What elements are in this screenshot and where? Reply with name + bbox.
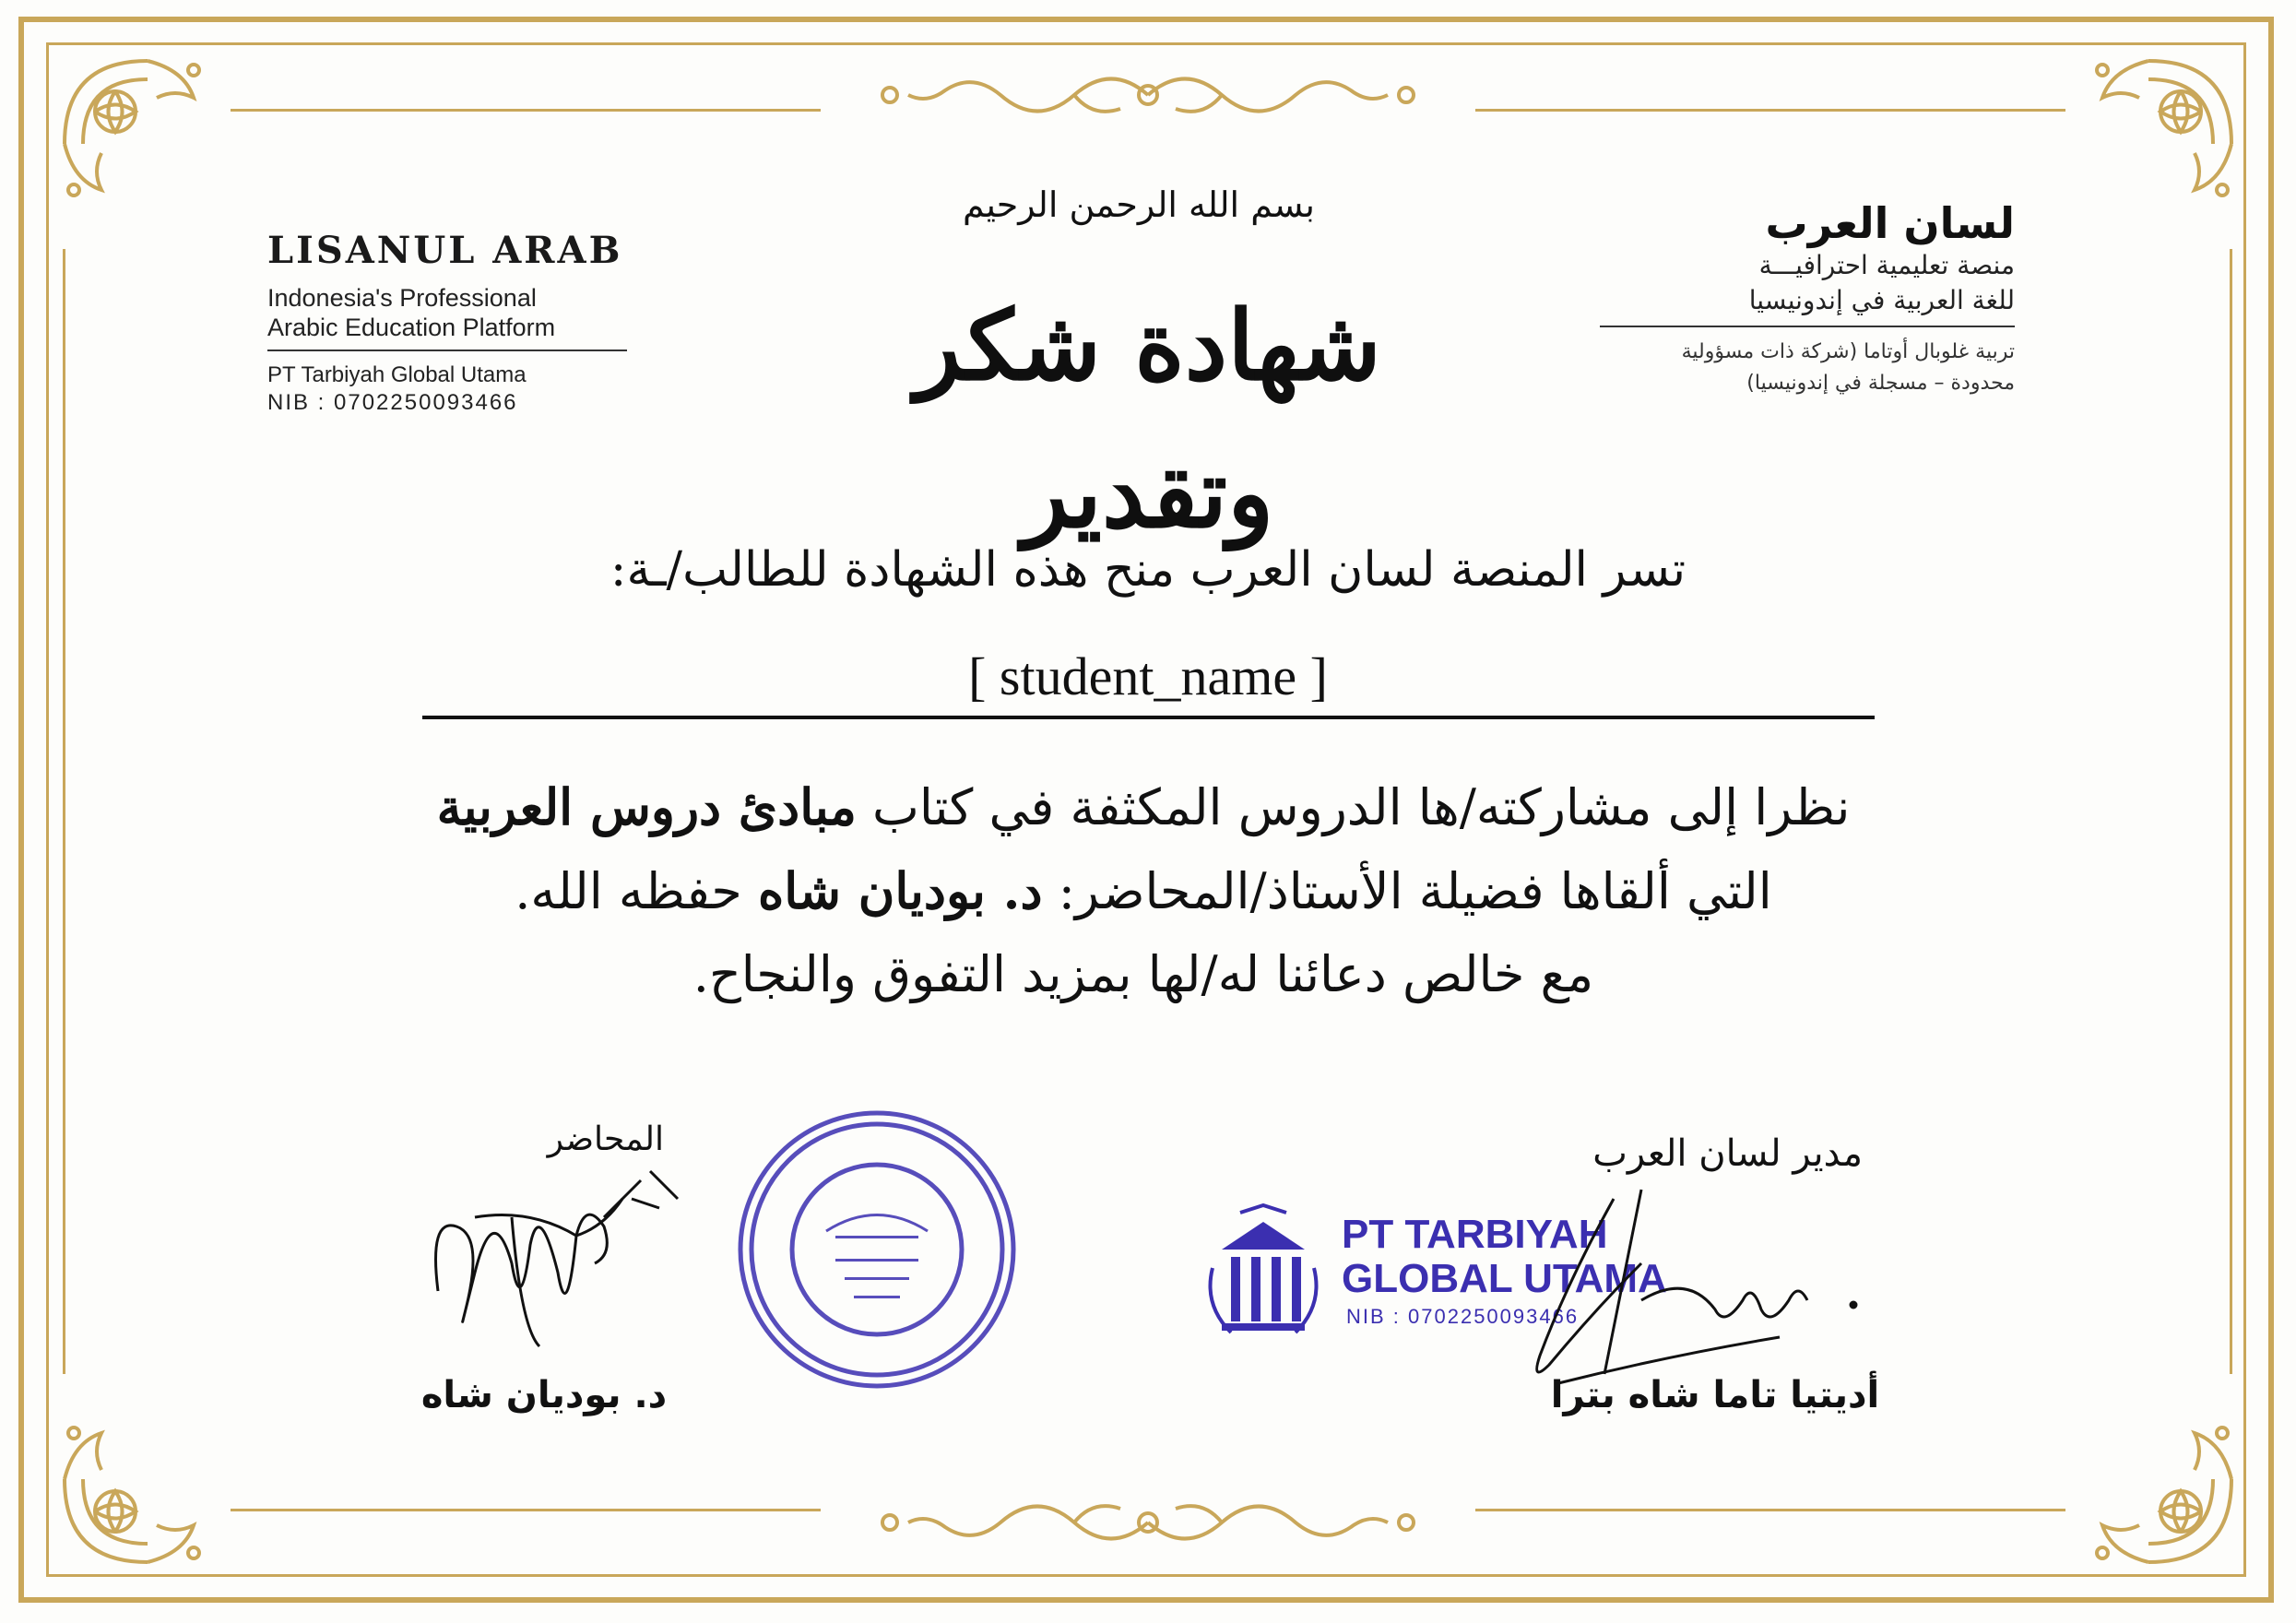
company-stamp-text: PT TARBIYAH GLOBAL UTAMA: [1342, 1212, 1667, 1301]
lecturer-name: د. بوديان شاه: [757, 861, 1043, 920]
right-signature-icon: [1485, 1171, 1872, 1392]
arabic-logo: لسان العرب: [1765, 198, 2015, 248]
right-rule: [2230, 249, 2232, 1374]
intro-text: تسر المنصة لسان العرب منح هذه الشهادة للطالب/ـة:: [610, 542, 1686, 598]
top-right-rule: [1475, 109, 2065, 112]
official-stamp-icon: [734, 1107, 1020, 1392]
flourish-ornament-icon: [853, 1481, 1443, 1564]
right-brand-block: [1600, 198, 2015, 399]
arabic-tagline-1: منصة تعليمية احترافيـــة: [1758, 250, 2015, 280]
certificate-body: [350, 765, 1936, 1016]
top-left-rule: [231, 109, 821, 112]
student-name: [ student_name ]: [968, 646, 1328, 706]
basmala: بسم الله الرحمن الرحيم: [963, 184, 1315, 225]
arabic-tagline-2: للغة العربية في إندونيسيا: [1748, 285, 2015, 315]
book-title: مبادئ دروس العربية: [436, 777, 857, 836]
arabic-company-1: تربية غلوبال أوتاما (شركة ذات مسؤولية: [1681, 340, 2015, 363]
body-line-1: نظرا إلى مشاركته/ها الدروس المكثفة في كتاب مبادئ دروس العربية: [436, 777, 1851, 836]
right-signer-name: أديتيا تاما شاه بترا: [1550, 1374, 1880, 1416]
bottom-right-rule: [1475, 1509, 2065, 1511]
company-stamp-nib: NIB : 0702250093466: [1346, 1305, 1580, 1328]
student-name-underline: [422, 716, 1875, 719]
left-brand-block: [267, 229, 627, 416]
corner-ornament-icon: [2056, 52, 2241, 236]
brand-tagline-2: Arabic Education Platform: [267, 314, 556, 341]
corner-ornament-icon: [55, 1387, 240, 1571]
certificate-title: شهادة شكر وتقدير: [915, 289, 1381, 550]
corner-ornament-icon: [2056, 1387, 2241, 1571]
left-rule: [63, 249, 65, 1374]
body-line-3: مع خالص دعائنا له/لها بمزيد التفوق والنجاح.: [692, 945, 1594, 1003]
arabic-company-2: محدودة – مسجلة في إندونيسيا): [1746, 372, 2015, 395]
bottom-left-rule: [231, 1509, 821, 1511]
brand-divider: [267, 349, 627, 351]
left-signer-role: المحاضر: [547, 1120, 664, 1158]
right-signer-role: مدير لسان العرب: [1592, 1132, 1863, 1175]
arabic-divider: [1600, 326, 2015, 327]
flourish-ornament-icon: [853, 53, 1443, 136]
body-line-2: التي ألقاها فضيلة الأستاذ/المحاضر: د. بوديان شاه حفظه الله.: [515, 861, 1772, 920]
brand-tagline-1: Indonesia's Professional: [267, 284, 537, 312]
brand-name: LISANUL ARAB: [267, 229, 623, 272]
pillar-logo-icon: [1203, 1203, 1323, 1342]
left-signature-icon: [420, 1162, 696, 1365]
brand-nib: NIB : 0702250093466: [267, 390, 518, 415]
brand-company: PT Tarbiyah Global Utama: [267, 362, 527, 387]
left-signer-name: د. بوديان شاه: [420, 1374, 668, 1416]
corner-ornament-icon: [55, 52, 240, 236]
